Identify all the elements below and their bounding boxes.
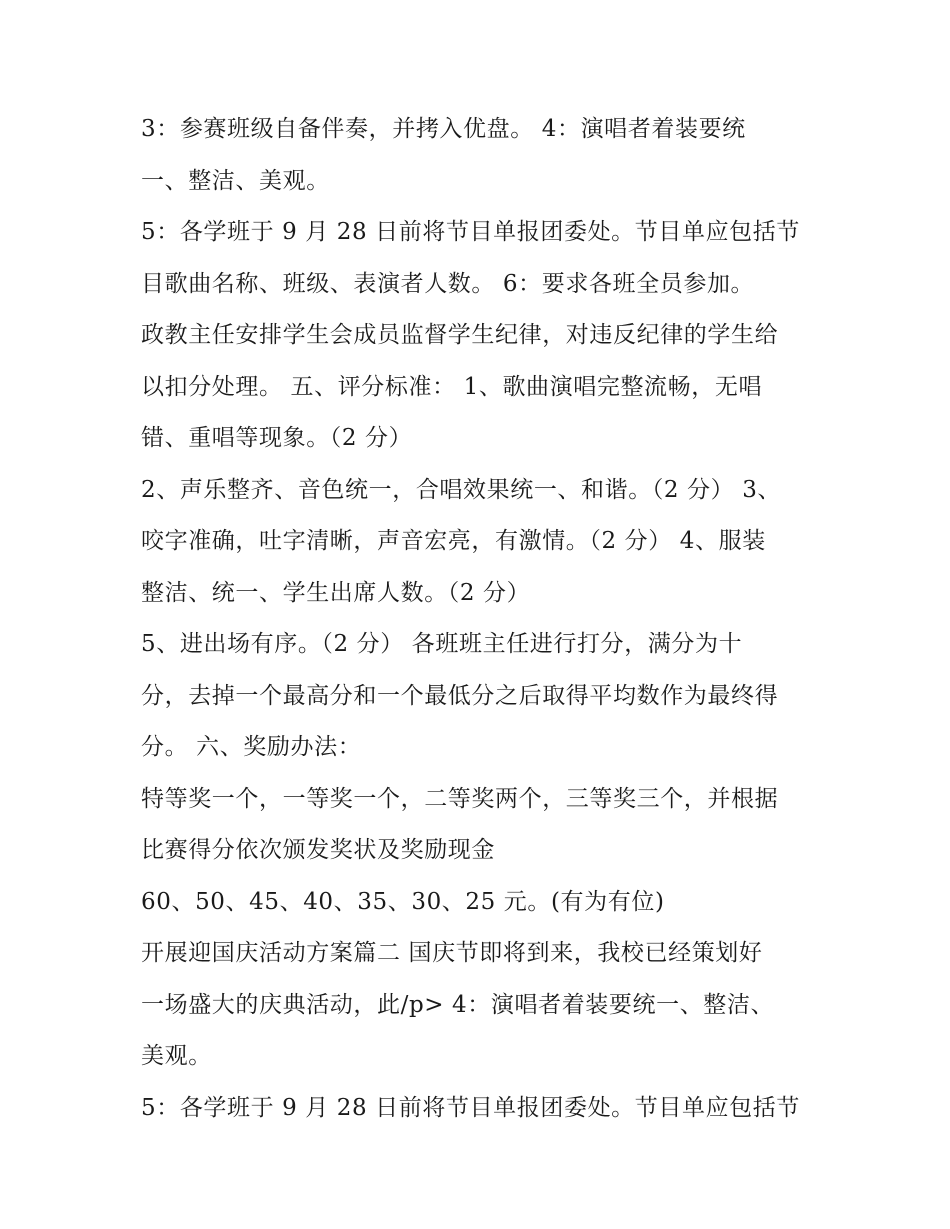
text-line: 开展迎国庆活动方案篇二 国庆节即将到来，我校已经策划好 [141,940,763,966]
text-line: 分，去掉一个最高分和一个最低分之后取得平均数作为最终得 [141,682,779,709]
text-line: 整洁、统一、学生出席人数。（2 分） [141,579,531,606]
text-line: 目歌曲名称、班级、表演者人数。 6：要求各班全员参加。 [141,270,755,297]
text-line: 分。 六、奖励办法： [141,734,362,760]
text-line: 美观。 [141,1043,212,1069]
text-line: 5：各学班于 9 月 28 日前将节目单报团委处。节目单应包括节 [141,219,800,245]
text-line: 60、50、45、40、35、30、25 元。(有为有位) [141,888,665,915]
text-line: 政教主任安排学生会成员监督学生纪律，对违反纪律的学生给 [141,322,779,348]
text-line: 错、重唱等现象。（2 分） [141,425,413,451]
text-line: 以扣分处理。 五、评分标准： 1、歌曲演唱完整流畅，无唱 [141,373,763,400]
text-line: 特等奖一个，一等奖一个，二等奖两个，三等奖三个，并根据 [141,785,779,812]
text-line: 2、声乐整齐、音色统一，合唱效果统一、和谐。（2 分） 3、 [141,476,782,503]
text-line: 一场盛大的庆典活动，此/p> 4：演唱者着装要统一、整洁、 [141,991,775,1018]
text-line: 3：参赛班级自备伴奏，并拷入优盘。 4：演唱者着装要统 [141,116,746,142]
text-line: 一、整洁、美观。 [141,167,330,194]
text-line: 比赛得分依次颁发奖状及奖励现金 [141,837,495,863]
document-body [141,104,831,1134]
text-line: 5：各学班于 9 月 28 日前将节目单报团委处。节目单应包括节 [141,1094,800,1121]
text-line: 5、进出场有序。（2 分） 各班班主任进行打分，满分为十 [141,631,743,657]
text-line: 咬字准确，吐字清晰，声音宏亮，有激情。（2 分） 4、服装 [141,528,766,554]
